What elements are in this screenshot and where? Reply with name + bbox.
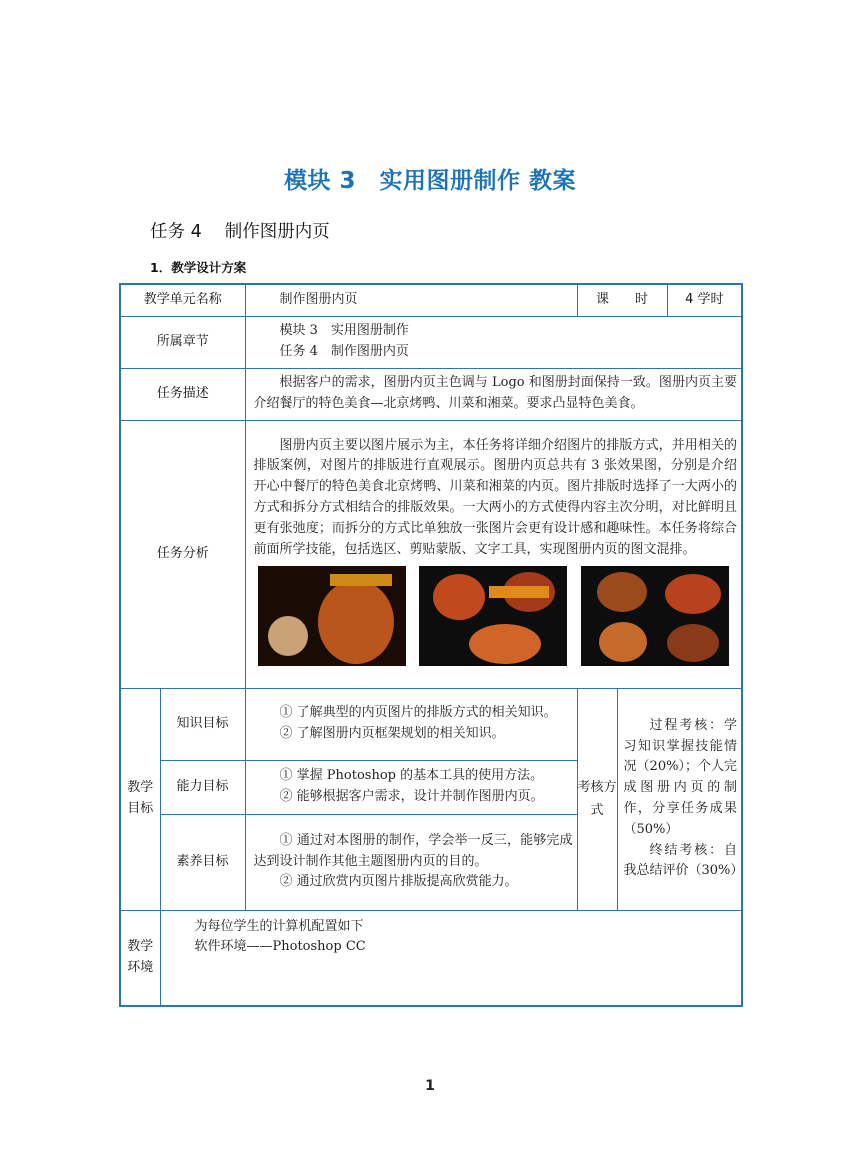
desc-cell — [245, 368, 742, 420]
assess-process: 过程考核：学习知识掌握技能情况（20%）；个人完成图册内页的制作，分享任务成果（50%） — [623, 717, 738, 837]
assess-cell — [617, 688, 742, 910]
knowledge-item-2: ② 了解图册内页框架规划的相关知识。 — [279, 726, 505, 741]
unit-label: 教学单元名称 — [120, 284, 245, 316]
knowledge-label: 知识目标 — [160, 688, 245, 760]
image-sichuan — [419, 566, 567, 666]
image-hunan — [581, 566, 729, 666]
literacy-item-2: ② 通过欣赏内页图片排版提高欣赏能力。 — [279, 874, 518, 890]
page-title: 模块 3 实用图册制作 教案 — [283, 168, 577, 194]
literacy-cell — [245, 814, 577, 910]
analysis-label: 任务分析 — [120, 420, 245, 688]
knowledge-cell — [245, 688, 577, 760]
section-heading: 1．教学设计方案 — [150, 260, 247, 275]
desc-text: 根据客户的需求，图册内页主色调与 Logo 和图册封面保持一致。图册内页主要介绍餐厅的特色美食—北京烤鸭、川菜和湘菜。要求凸显特色美食。 — [253, 375, 738, 411]
desc-label: 任务描述 — [120, 368, 245, 420]
page-number: 1 — [425, 1078, 435, 1094]
task-heading: 任务 4 制作图册内页 — [150, 222, 330, 242]
env-label: 教学环境 — [120, 910, 160, 1006]
unit-value: 制作图册内页 — [245, 284, 577, 316]
image-peking-duck — [258, 566, 406, 666]
hours-label: 课 时 — [577, 284, 667, 316]
ability-item-1: ① 掌握 Photoshop 的基本工具的使用方法。 — [279, 768, 544, 784]
literacy-item-1: ① 通过对本图册的制作，学会举一反三，能够完成达到设计制作其他主题图册内页的目的。 — [253, 832, 573, 869]
env-cell — [160, 910, 742, 1006]
hours-value: 4 学时 — [667, 284, 742, 316]
literacy-label: 素养目标 — [160, 814, 245, 910]
chapter-label: 所属章节 — [120, 316, 245, 368]
env-line-2: 软件环境——Photoshop CC — [194, 939, 366, 955]
ability-cell — [245, 760, 577, 814]
knowledge-item-1: ① 了解典型的内页图片的排版方式的相关知识。 — [279, 705, 557, 721]
analysis-text: 图册内页主要以图片展示为主，本任务将详细介绍图片的排版方式，并用相关的排版案例，对图片的排版进行直观展示。图册内页总共有 3 张效果图，分别是介绍开心中餐厅的特色美食北京烤鸭、川菜和湘菜的内页。图片排版时选择了一大两小的方式和拆分方式相结合的排版效果。一大两小的方式使得内容主次分明，对比鲜明且更有张弛度；而拆分的方式比单独放一张图片会更有设计感和趣味性。本任务将综合前面所学技能，包括选区、剪贴蒙版、文字工具，实现图册内页的图文混排。 — [253, 437, 738, 557]
assess-label: 考核方式 — [577, 688, 617, 910]
env-line-1: 为每位学生的计算机配置如下 — [194, 918, 364, 934]
goals-label: 教学目标 — [120, 688, 160, 910]
chapter-value — [245, 316, 742, 368]
chapter-line-2: 任务 4 制作图册内页 — [279, 344, 409, 359]
ability-label: 能力目标 — [160, 760, 245, 814]
ability-item-2: ② 能够根据客户需求，设计并制作图册内页。 — [279, 789, 544, 804]
lesson-plan-table — [119, 283, 744, 1007]
chapter-line-1: 模块 3 实用图册制作 — [279, 323, 409, 339]
assess-final: 终结考核：自我总结评价（30%） — [623, 842, 744, 879]
example-images — [254, 560, 738, 672]
analysis-cell — [245, 420, 742, 688]
